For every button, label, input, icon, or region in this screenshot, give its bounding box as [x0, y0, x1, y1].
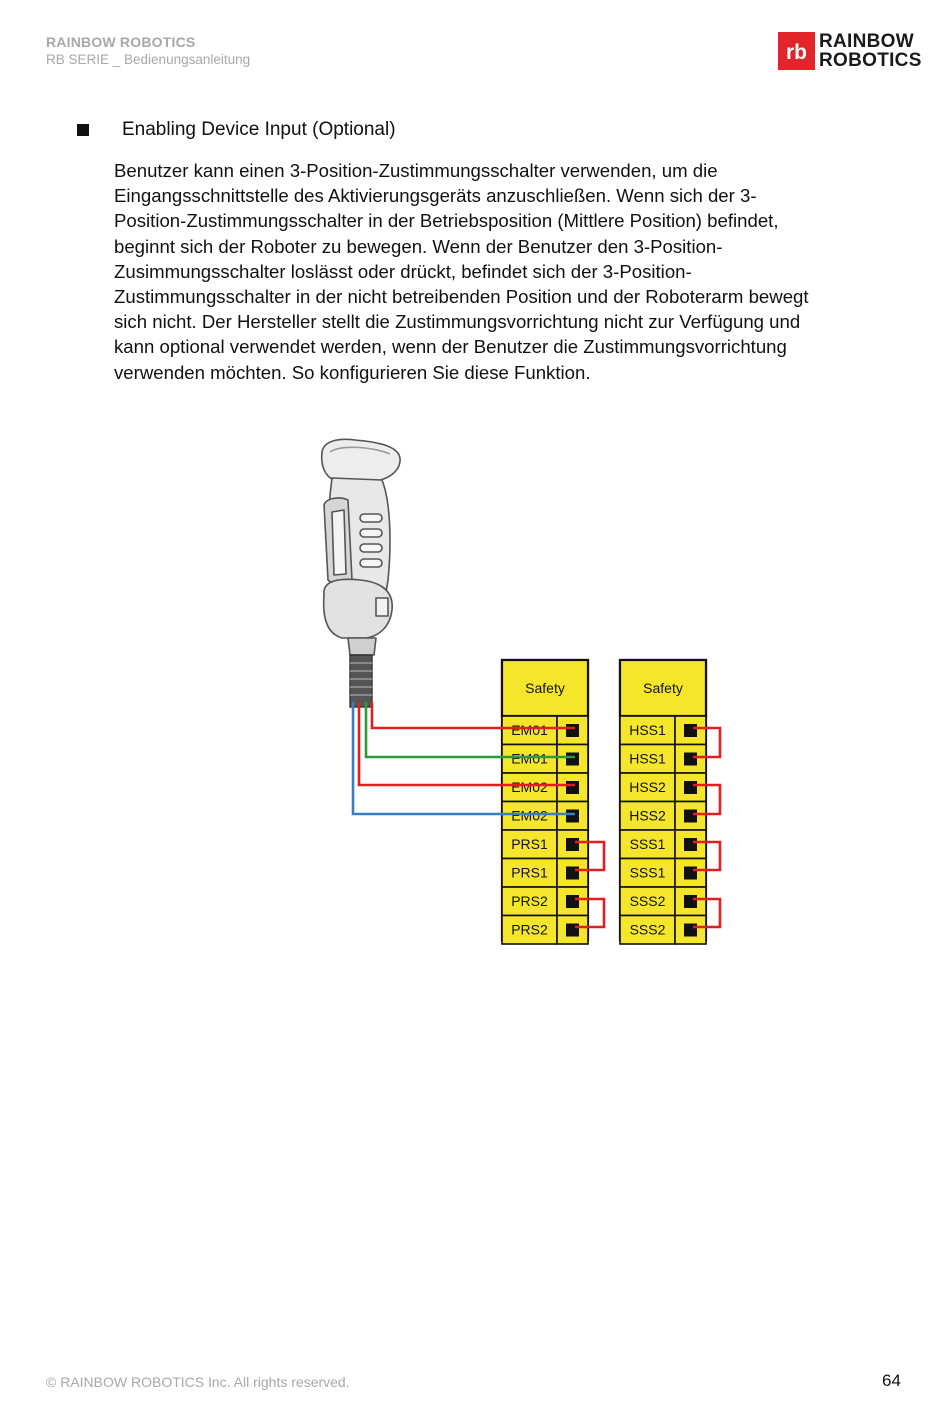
paragraph-line: Position-Zustimmungsschalter in der Betriebsposition (Mittlere Position) befindet,	[114, 210, 779, 232]
terminal-screw-icon	[684, 895, 697, 908]
section-paragraph	[114, 158, 914, 385]
safety-block-left	[502, 660, 588, 944]
block-header-label: Safety	[525, 680, 565, 696]
terminal-screw-icon	[566, 810, 579, 823]
terminal-label: PRS2	[511, 921, 548, 938]
terminal-label: EM01	[511, 722, 548, 738]
paragraph-line: sich nicht. Der Hersteller stellt die Zustimmungsvorrichtung nicht zur Verfügung und	[114, 311, 801, 333]
terminal-screw-icon	[566, 924, 579, 937]
terminal-label: HSS1	[629, 750, 666, 767]
terminal-screw-icon	[684, 838, 697, 851]
page-number: 64	[882, 1371, 901, 1390]
terminal-label: SSS1	[629, 864, 666, 881]
section-title: Enabling Device Input (Optional)	[122, 119, 396, 140]
paragraph-line: kann optional verwendet werden, wenn der Benutzer die Zustimmungsvorrichtung	[114, 336, 787, 358]
terminal-screw-icon	[684, 810, 697, 823]
paragraph-line: Benutzer kann einen 3-Position-Zustimmungsschalter verwenden, um die	[114, 160, 718, 181]
rainbow-robotics-logo	[778, 31, 922, 72]
paragraph-line: beginnt sich der Roboter zu bewegen. Wenn der Benutzer den 3-Position-	[114, 235, 723, 257]
footer-copyright: © RAINBOW ROBOTICS Inc. All rights reserved.	[46, 1374, 350, 1390]
terminal-label: PRS1	[511, 836, 548, 852]
cable-sleeve-icon	[350, 655, 372, 707]
terminal-screw-icon	[684, 867, 697, 880]
block-header-label: Safety	[643, 680, 683, 696]
logo-mark-text: rb	[786, 41, 807, 64]
terminal-screw-icon	[684, 781, 697, 794]
terminal-label: PRS2	[511, 893, 548, 909]
terminal-label: HSS1	[629, 722, 666, 738]
enabling-device-icon	[322, 439, 400, 655]
safety-block-right	[620, 660, 706, 944]
terminal-label: HSS2	[629, 779, 666, 795]
terminal-label: SSS2	[629, 893, 666, 909]
header-subtitle: RB SERIE _ Bedienungsanleitung	[46, 52, 251, 67]
terminal-screw-icon	[566, 867, 579, 880]
terminal-screw-icon	[684, 924, 697, 937]
terminal-label: EM01	[511, 750, 548, 767]
terminal-label: EM02	[511, 779, 548, 795]
terminal-screw-icon	[566, 781, 579, 794]
logo-wordmark	[819, 32, 922, 70]
logo-mark-icon	[778, 32, 815, 70]
paragraph-line: Zusimmungsschalter loslässt oder drückt, befindet sich der 3-Position-	[114, 260, 692, 282]
terminal-screw-icon	[684, 753, 697, 766]
terminal-label: PRS1	[511, 864, 548, 881]
terminal-screw-icon	[566, 753, 579, 766]
paragraph-line: Eingangsschnittstelle des Aktivierungsgeräts anzuschließen. Wenn sich der 3-	[114, 185, 757, 207]
terminal-label: SSS1	[629, 836, 666, 852]
terminal-label: SSS2	[629, 921, 666, 938]
terminal-label: EM02	[511, 807, 548, 824]
terminal-screw-icon	[566, 838, 579, 851]
terminal-label: HSS2	[629, 807, 666, 824]
logo-line-1: RAINBOW	[819, 31, 914, 52]
terminal-screw-icon	[684, 724, 697, 737]
terminal-screw-icon	[566, 724, 579, 737]
paragraph-line: Zustimmungsschalter in der nicht betreibenden Position und der Roboterarm bewegt	[114, 286, 809, 308]
bullet-square-icon	[77, 124, 89, 136]
wiring-diagram	[300, 430, 740, 950]
header-company: RAINBOW ROBOTICS	[46, 34, 196, 50]
logo-line-2: ROBOTICS	[819, 50, 922, 71]
paragraph-line: verwenden möchten. So konfigurieren Sie diese Funktion.	[114, 361, 591, 383]
terminal-screw-icon	[566, 895, 579, 908]
